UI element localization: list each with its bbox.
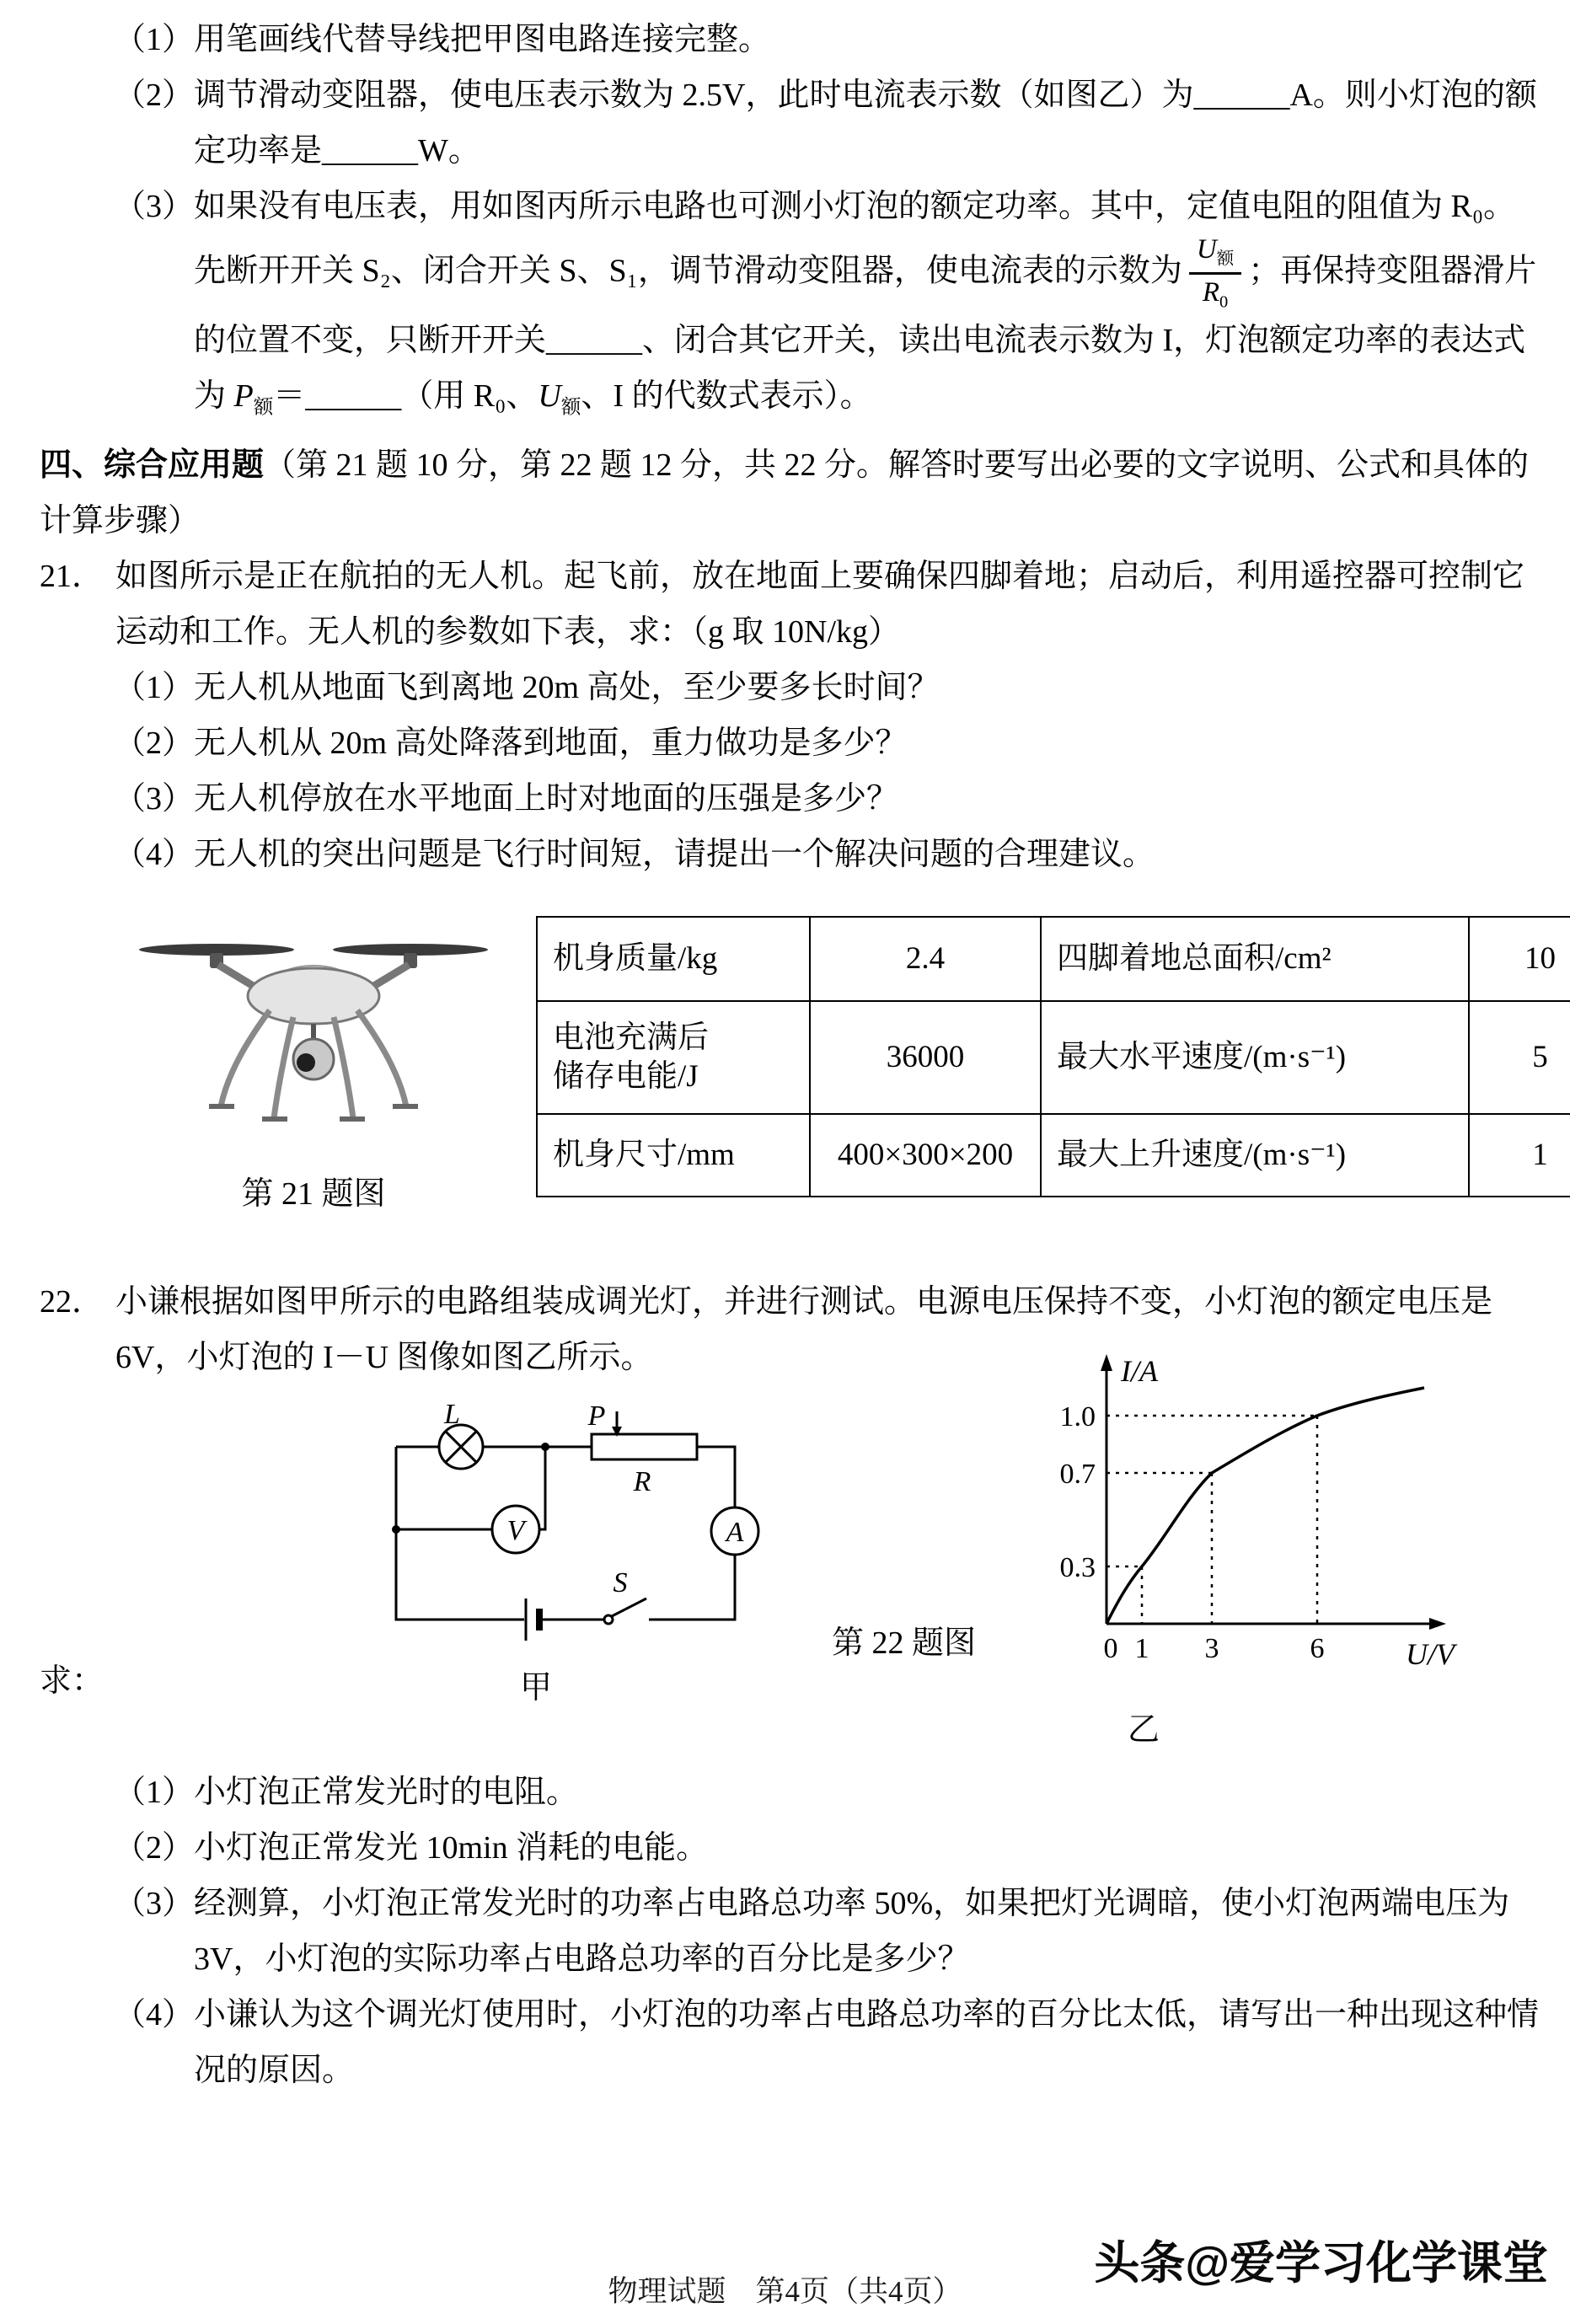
page-footer: 物理试题 第4页（共4页） bbox=[608, 2275, 962, 2308]
fraction-numerator: $U_额$ bbox=[1189, 234, 1241, 275]
table-cell: 400×300×200 bbox=[810, 1114, 1041, 1197]
switch-pivot bbox=[604, 1615, 613, 1624]
rheostat-symbol bbox=[592, 1434, 697, 1459]
y-axis-label: I/A bbox=[1121, 1353, 1158, 1388]
q22-item-1: （1）小灯泡正常发光时的电阻。 bbox=[114, 1774, 579, 1810]
q22-ask-label: 求： bbox=[40, 1663, 104, 1699]
q21-figure-caption: 第 21 题图 bbox=[241, 1175, 386, 1212]
y-axis-arrow bbox=[1101, 1354, 1112, 1371]
y-tick-0.3: 0.3 bbox=[1059, 1551, 1096, 1583]
q21-number: 21． bbox=[40, 558, 104, 594]
x-tick-6: 6 bbox=[1310, 1632, 1325, 1664]
iu-curve bbox=[1107, 1388, 1424, 1624]
x-axis-label: U/V bbox=[1406, 1636, 1455, 1671]
table-cell: 机身尺寸/mm bbox=[537, 1114, 810, 1197]
table-cell: 电池充满后 储存电能/J bbox=[537, 1001, 810, 1114]
q21-stem bbox=[40, 549, 1546, 660]
p20-item3-seg3: ＝______（用 R₀、 bbox=[273, 378, 539, 415]
q21-item-2: （2）无人机从 20m 高处降落到地面，重力做功是多少？ bbox=[114, 725, 908, 761]
section4-title: 四、综合应用题 bbox=[40, 447, 265, 483]
drone-figure bbox=[128, 916, 499, 1215]
iu-graph-figure bbox=[1043, 1346, 1465, 1751]
q22-figure-row bbox=[40, 1353, 1546, 1751]
y-tick-0.7: 0.7 bbox=[1059, 1458, 1096, 1490]
q22-item-4: （4）小谦认为这个调光灯使用时，小灯泡的功率占电路总功率的百分比太低，请写出一种出现这种情况的原因。 bbox=[114, 1996, 1540, 2088]
problem20-item-1: （1）用笔画线代替导线把甲图电路连接完整。 bbox=[114, 22, 771, 57]
table-cell: 机身质量/kg bbox=[537, 917, 810, 1001]
section4-note: （第 21 题 10 分，第 22 题 12 分，共 22 分。解答时要写出必要的文字说明、公式和具体的计算步骤） bbox=[40, 447, 1530, 538]
q22-figure-caption: 第 22 题图 bbox=[832, 1625, 977, 1661]
table-row bbox=[537, 1114, 1570, 1197]
dotted-guides bbox=[1107, 1416, 1317, 1624]
junction-dot bbox=[541, 1443, 549, 1451]
q22-item-2: （2）小灯泡正常发光 10min 消耗的电能。 bbox=[114, 1829, 709, 1866]
q21-figure-row bbox=[40, 916, 1556, 1215]
problem20-item-2: （2）调节滑动变阻器，使电压表示数为 2.5V，此时电流表示数（如图乙）为______A。则小灯泡的额定功率是______W。 bbox=[114, 78, 1537, 169]
table-cell: 2.4 bbox=[810, 917, 1041, 1001]
problem20-item-3: （3）如果没有电压表，用如图丙所示电路也可测小灯泡的额定功率。其中，定值电阻的阻值为 R₀。先断开开关 S₂、闭合开关 S、S₁，调节滑动变阻器，使电流表的示数为 $\frac{U_额}{R_0}$ ；再保持变阻器滑片的位置不变，只断开开关______、闭合其它开关，读出电流表示数为 I，灯泡额定功率的表达式为 $P_额=\_\_\_\_\_\_$（用 R₀、$U_额$、I 的代数式表示）。 bbox=[114, 189, 1537, 419]
table-cell: 36000 bbox=[810, 1001, 1041, 1114]
drone-params-table bbox=[536, 916, 1570, 1197]
q22-number: 22． bbox=[40, 1283, 104, 1320]
section4-header bbox=[40, 437, 1546, 549]
x-tick-0: 0 bbox=[1103, 1632, 1118, 1664]
circuit-figure bbox=[381, 1405, 769, 1709]
table-cell: 最大水平速度/(m·s⁻¹) bbox=[1041, 1001, 1469, 1114]
table-cell: 1 bbox=[1469, 1114, 1570, 1197]
fraction-denominator: $R_0$ bbox=[1202, 277, 1229, 312]
q21-item-4: （4）无人机的突出问题是飞行时间短，请提出一个解决问题的合理建议。 bbox=[114, 836, 1155, 872]
p20-item3-seg1: （3）如果没有电压表，用如图丙所示电路也可测小灯泡的额定功率。其中，定值电阻的阻值为 R₀。先断开开关 S₂、闭合开关 S、S₁，调节滑动变阻器，使电流表的示数为 bbox=[114, 189, 1516, 289]
q22-stem-text: 小谦根据如图甲所示的电路组装成调光灯，并进行测试。电源电压保持不变，小灯泡的额定电压是 6V，小灯泡的 I－U 图像如图乙所示。 bbox=[115, 1283, 1493, 1375]
p20-item3-seg4: 、I 的代数式表示）。 bbox=[581, 378, 872, 415]
q21-item-3: （3）无人机停放在水平地面上时对地面的压强是多少？ bbox=[114, 780, 899, 817]
p-rated-symbol: P bbox=[233, 378, 254, 415]
x-tick-1: 1 bbox=[1134, 1632, 1149, 1664]
circuit-diagram bbox=[381, 1405, 769, 1649]
voltmeter-label: V bbox=[506, 1514, 525, 1546]
q22-item-3: （3）经测算，小灯泡正常发光时的功率占电路总功率 50%，如果把灯光调暗，使小灯泡两端电压为 3V，小灯泡的实际功率占电路总功率的百分比是多少？ bbox=[114, 1885, 1510, 1977]
u-rated-symbol: U bbox=[538, 378, 561, 415]
table-cell: 5 bbox=[1469, 1001, 1570, 1114]
ammeter-label: A bbox=[726, 1516, 744, 1548]
y-tick-1.0: 1.0 bbox=[1059, 1400, 1096, 1432]
table-row bbox=[537, 1001, 1570, 1114]
x-tick-3: 3 bbox=[1204, 1632, 1219, 1664]
q21-item-1: （1）无人机从地面飞到离地 20m 高处，至少要多长时间？ bbox=[114, 669, 940, 705]
junction-dot bbox=[392, 1525, 400, 1534]
watermark: 头条@爱学习化学课堂 bbox=[1094, 2238, 1548, 2289]
table-cell: 10 bbox=[1469, 917, 1570, 1001]
table-cell: 四脚着地总面积/cm² bbox=[1041, 917, 1469, 1001]
switch-label: S bbox=[613, 1566, 628, 1598]
graph-caption: 乙 bbox=[1128, 1711, 1160, 1748]
q22-items bbox=[40, 1764, 1546, 2098]
p20-item3-seg2: ；再保持变阻器滑片的位置不变，只断开开关______、闭合其它开关，读出电流表示数为 I，灯泡额定功率的表达式为 bbox=[194, 253, 1537, 415]
slider-label: P bbox=[587, 1404, 606, 1432]
circuit-caption: 甲 bbox=[520, 1669, 553, 1706]
drone-image bbox=[128, 916, 499, 1152]
iu-graph bbox=[1043, 1346, 1465, 1691]
lamp-label: L bbox=[444, 1404, 460, 1430]
q21-stem-text: 如图所示是正在航拍的无人机。起飞前，放在地面上要确保四脚着地；启动后，利用遥控器可控制它运动和工作。无人机的参数如下表，求：（g 取 10N/kg） bbox=[115, 558, 1525, 650]
table-row bbox=[537, 917, 1570, 1001]
fraction-u-over-r0 bbox=[1189, 234, 1241, 313]
rheostat-label: R bbox=[633, 1465, 651, 1497]
table-cell: 最大上升速度/(m·s⁻¹) bbox=[1041, 1114, 1469, 1197]
x-axis-arrow bbox=[1429, 1618, 1446, 1630]
camera-lens bbox=[297, 1053, 315, 1072]
